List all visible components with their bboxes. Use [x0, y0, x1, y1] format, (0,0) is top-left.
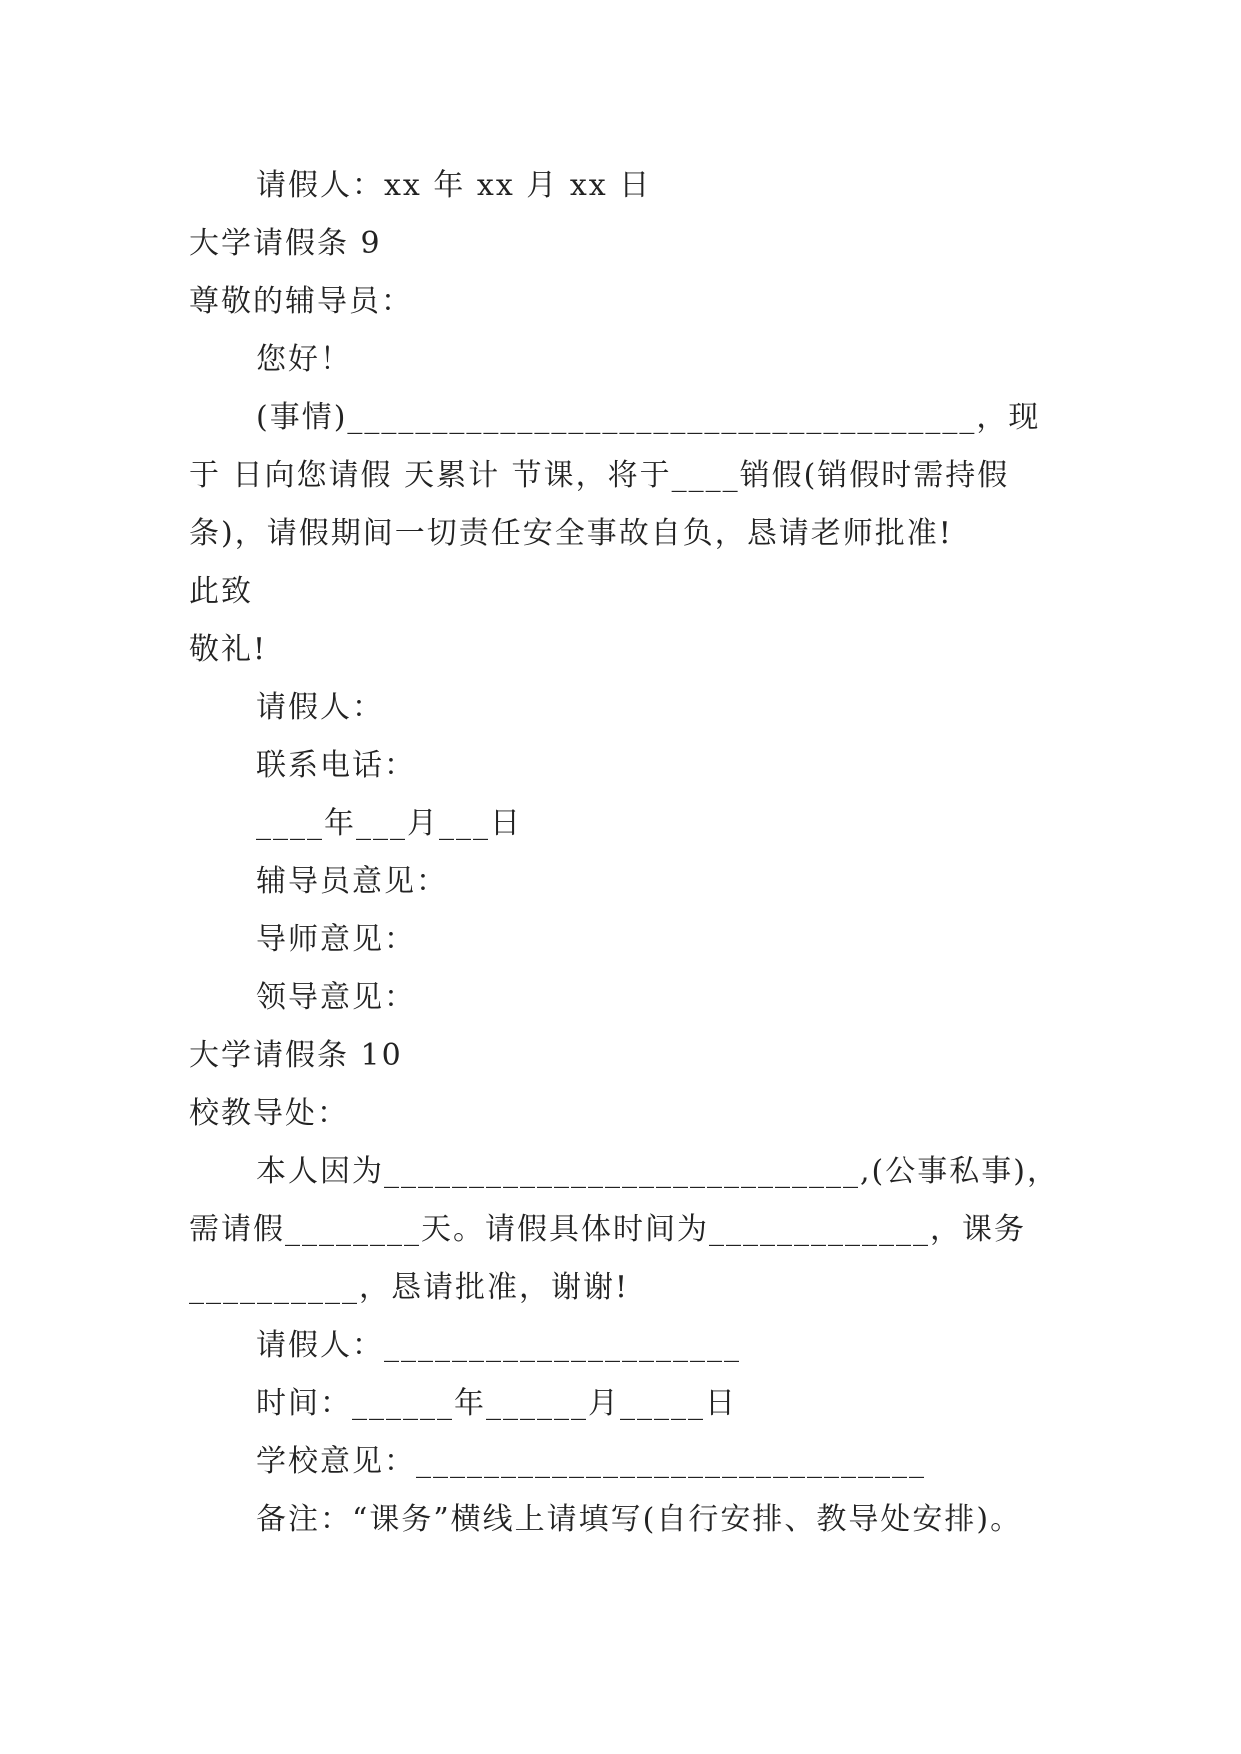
time-field: 时间：______年______月_____日 [256, 1386, 737, 1421]
recipient-line: 校教导处： [189, 1096, 349, 1131]
body-line: (事情)_____________________________________，现 [256, 400, 1041, 435]
applicant-field: 请假人： [256, 690, 384, 725]
greeting: 您好！ [256, 342, 352, 377]
closing-line: 敬礼! [189, 632, 268, 667]
leader-opinion-field: 领导意见： [256, 980, 416, 1015]
section-title-9: 大学请假条 9 [189, 226, 382, 261]
body-line: 条)，请假期间一切责任安全事故自负，恳请老师批准! [189, 516, 953, 551]
body-line: 需请假________天。请假具体时间为_____________，课务 [189, 1212, 1026, 1247]
closing-line: 此致 [189, 574, 253, 609]
phone-field: 联系电话： [256, 748, 416, 783]
tutor-opinion-field: 导师意见： [256, 922, 416, 957]
section-title-10: 大学请假条 10 [189, 1038, 403, 1073]
counselor-opinion-field: 辅导员意见： [256, 864, 448, 899]
school-opinion-field: 学校意见：______________________________ [256, 1444, 926, 1479]
applicant-field: 请假人：_____________________ [256, 1328, 741, 1363]
body-line: 于 日向您请假 天累计 节课，将于____销假(销假时需持假 [189, 458, 1010, 493]
salutation: 尊敬的辅导员： [189, 284, 413, 319]
date-field: ____年___月___日 [256, 806, 522, 841]
signature-date-line: 请假人：xx 年 xx 月 xx 日 [256, 168, 652, 203]
body-line: 本人因为____________________________,(公事私事)， [256, 1154, 1059, 1189]
note-line: 备注：“课务”横线上请填写(自行安排、教导处安排)。 [256, 1502, 1023, 1537]
body-line: __________，恳请批准，谢谢! [189, 1270, 630, 1305]
